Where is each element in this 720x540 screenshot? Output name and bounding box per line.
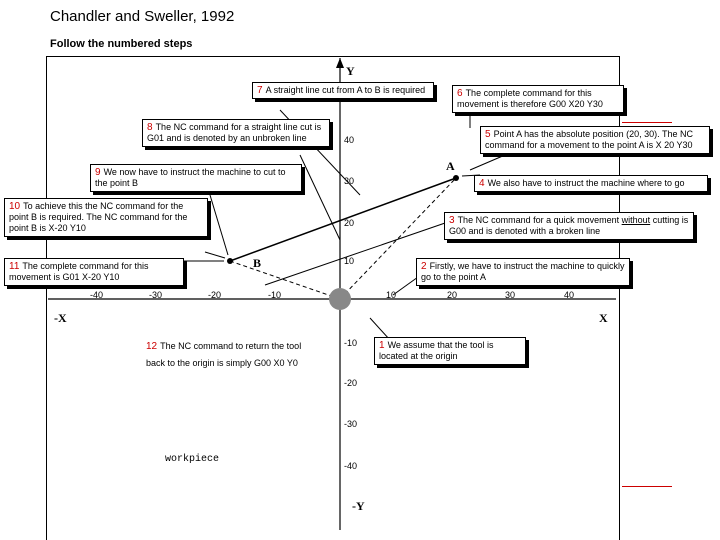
step-text-emphasis: without [621, 215, 651, 225]
step-number: 3 [449, 215, 455, 226]
y-axis-label: Y [346, 64, 355, 78]
step-text: To achieve this the NC command for the point B is required. The NC command for the point B is X-20 Y10 [9, 201, 188, 233]
step-9-callout [90, 164, 302, 192]
x-tick-label: -40 [90, 290, 104, 300]
step-3-callout [444, 212, 694, 240]
point-a-label: A [446, 159, 455, 173]
x-tick-label: 30 [505, 290, 516, 300]
path-b-to-origin [230, 261, 340, 299]
step-text: The NC command for a quick movement [457, 215, 620, 225]
y-tick-label: 30 [344, 176, 355, 186]
step-number: 5 [485, 129, 491, 140]
step-12-callout [142, 336, 320, 373]
step-number: 10 [9, 201, 21, 212]
point-b-label: B [253, 256, 262, 270]
y-tick-label: -20 [344, 378, 358, 388]
workpiece-label: workpiece [165, 454, 220, 465]
y-tick-label: 20 [344, 218, 355, 228]
step-text: Point A has the absolute position (20, 30). The NC command for a movement to the point A is X 20 Y30 [485, 129, 694, 150]
decorative-red-line-bottom [622, 486, 672, 487]
y-tick-label: -40 [344, 461, 358, 471]
step-number: 7 [257, 85, 263, 96]
step-number: 8 [147, 122, 153, 133]
step-text: We also have to instruct the machine where to go [487, 178, 685, 188]
y-tick-label: 40 [344, 135, 355, 145]
tool-marker [329, 288, 351, 310]
step-text: The complete command for this movement is therefore G00 X20 Y30 [457, 88, 603, 109]
y-axis-arrow [336, 58, 344, 68]
leader-9 [210, 195, 228, 255]
x-tick-label: -10 [268, 290, 282, 300]
x-tick-label: 20 [447, 290, 458, 300]
leader-5 [470, 155, 505, 170]
leader-10 [205, 252, 225, 258]
step-text: cutting is G00 and is denoted with a broken line [449, 215, 689, 236]
x-tick-label: 10 [386, 290, 397, 300]
neg-y-axis-label: -Y [352, 499, 365, 513]
x-tick-label: 40 [564, 290, 575, 300]
y-tick-label: -10 [344, 338, 358, 348]
step-text: A straight line cut from A to B is required [265, 85, 426, 95]
step-6-callout [452, 85, 624, 113]
step-text: We assume that the tool is located at the origin [379, 340, 494, 361]
x-axis-label: X [599, 311, 608, 325]
step-number: 2 [421, 261, 427, 272]
x-tick-label: -20 [208, 290, 222, 300]
step-2-callout [416, 258, 630, 286]
step-5-callout [480, 126, 710, 154]
step-text: The complete command for this movement is G01 X-20 Y10 [9, 261, 149, 282]
step-number: 1 [379, 340, 385, 351]
step-4-callout [474, 175, 708, 192]
step-number: 6 [457, 88, 463, 99]
step-text: The NC command to return the tool back to the origin is simply G00 X0 Y0 [146, 341, 302, 368]
point-a-marker [453, 175, 459, 181]
point-b-marker [227, 258, 233, 264]
step-number: 4 [479, 178, 485, 189]
y-tick-label: 10 [344, 256, 355, 266]
step-7-callout [252, 82, 434, 99]
x-tick-label: -30 [149, 290, 163, 300]
step-text: We now have to instruct the machine to cut to the point B [95, 167, 286, 188]
step-8-callout [142, 119, 330, 147]
page-title: Chandler and Sweller, 1992 [50, 8, 235, 25]
decorative-red-line-top [622, 122, 672, 123]
step-number: 9 [95, 167, 101, 178]
step-number: 12 [146, 341, 158, 352]
step-text: The NC command for a straight line cut is G01 and is denoted by an unbroken line [147, 122, 322, 143]
step-number: 11 [9, 261, 20, 272]
y-tick-label: -30 [344, 419, 358, 429]
page-subtitle: Follow the numbered steps [50, 38, 193, 50]
step-1-callout [374, 337, 526, 365]
step-11-callout [4, 258, 184, 286]
step-10-callout [4, 198, 208, 237]
neg-x-axis-label: -X [54, 311, 67, 325]
step-text: Firstly, we have to instruct the machine to quickly go to the point A [421, 261, 625, 282]
